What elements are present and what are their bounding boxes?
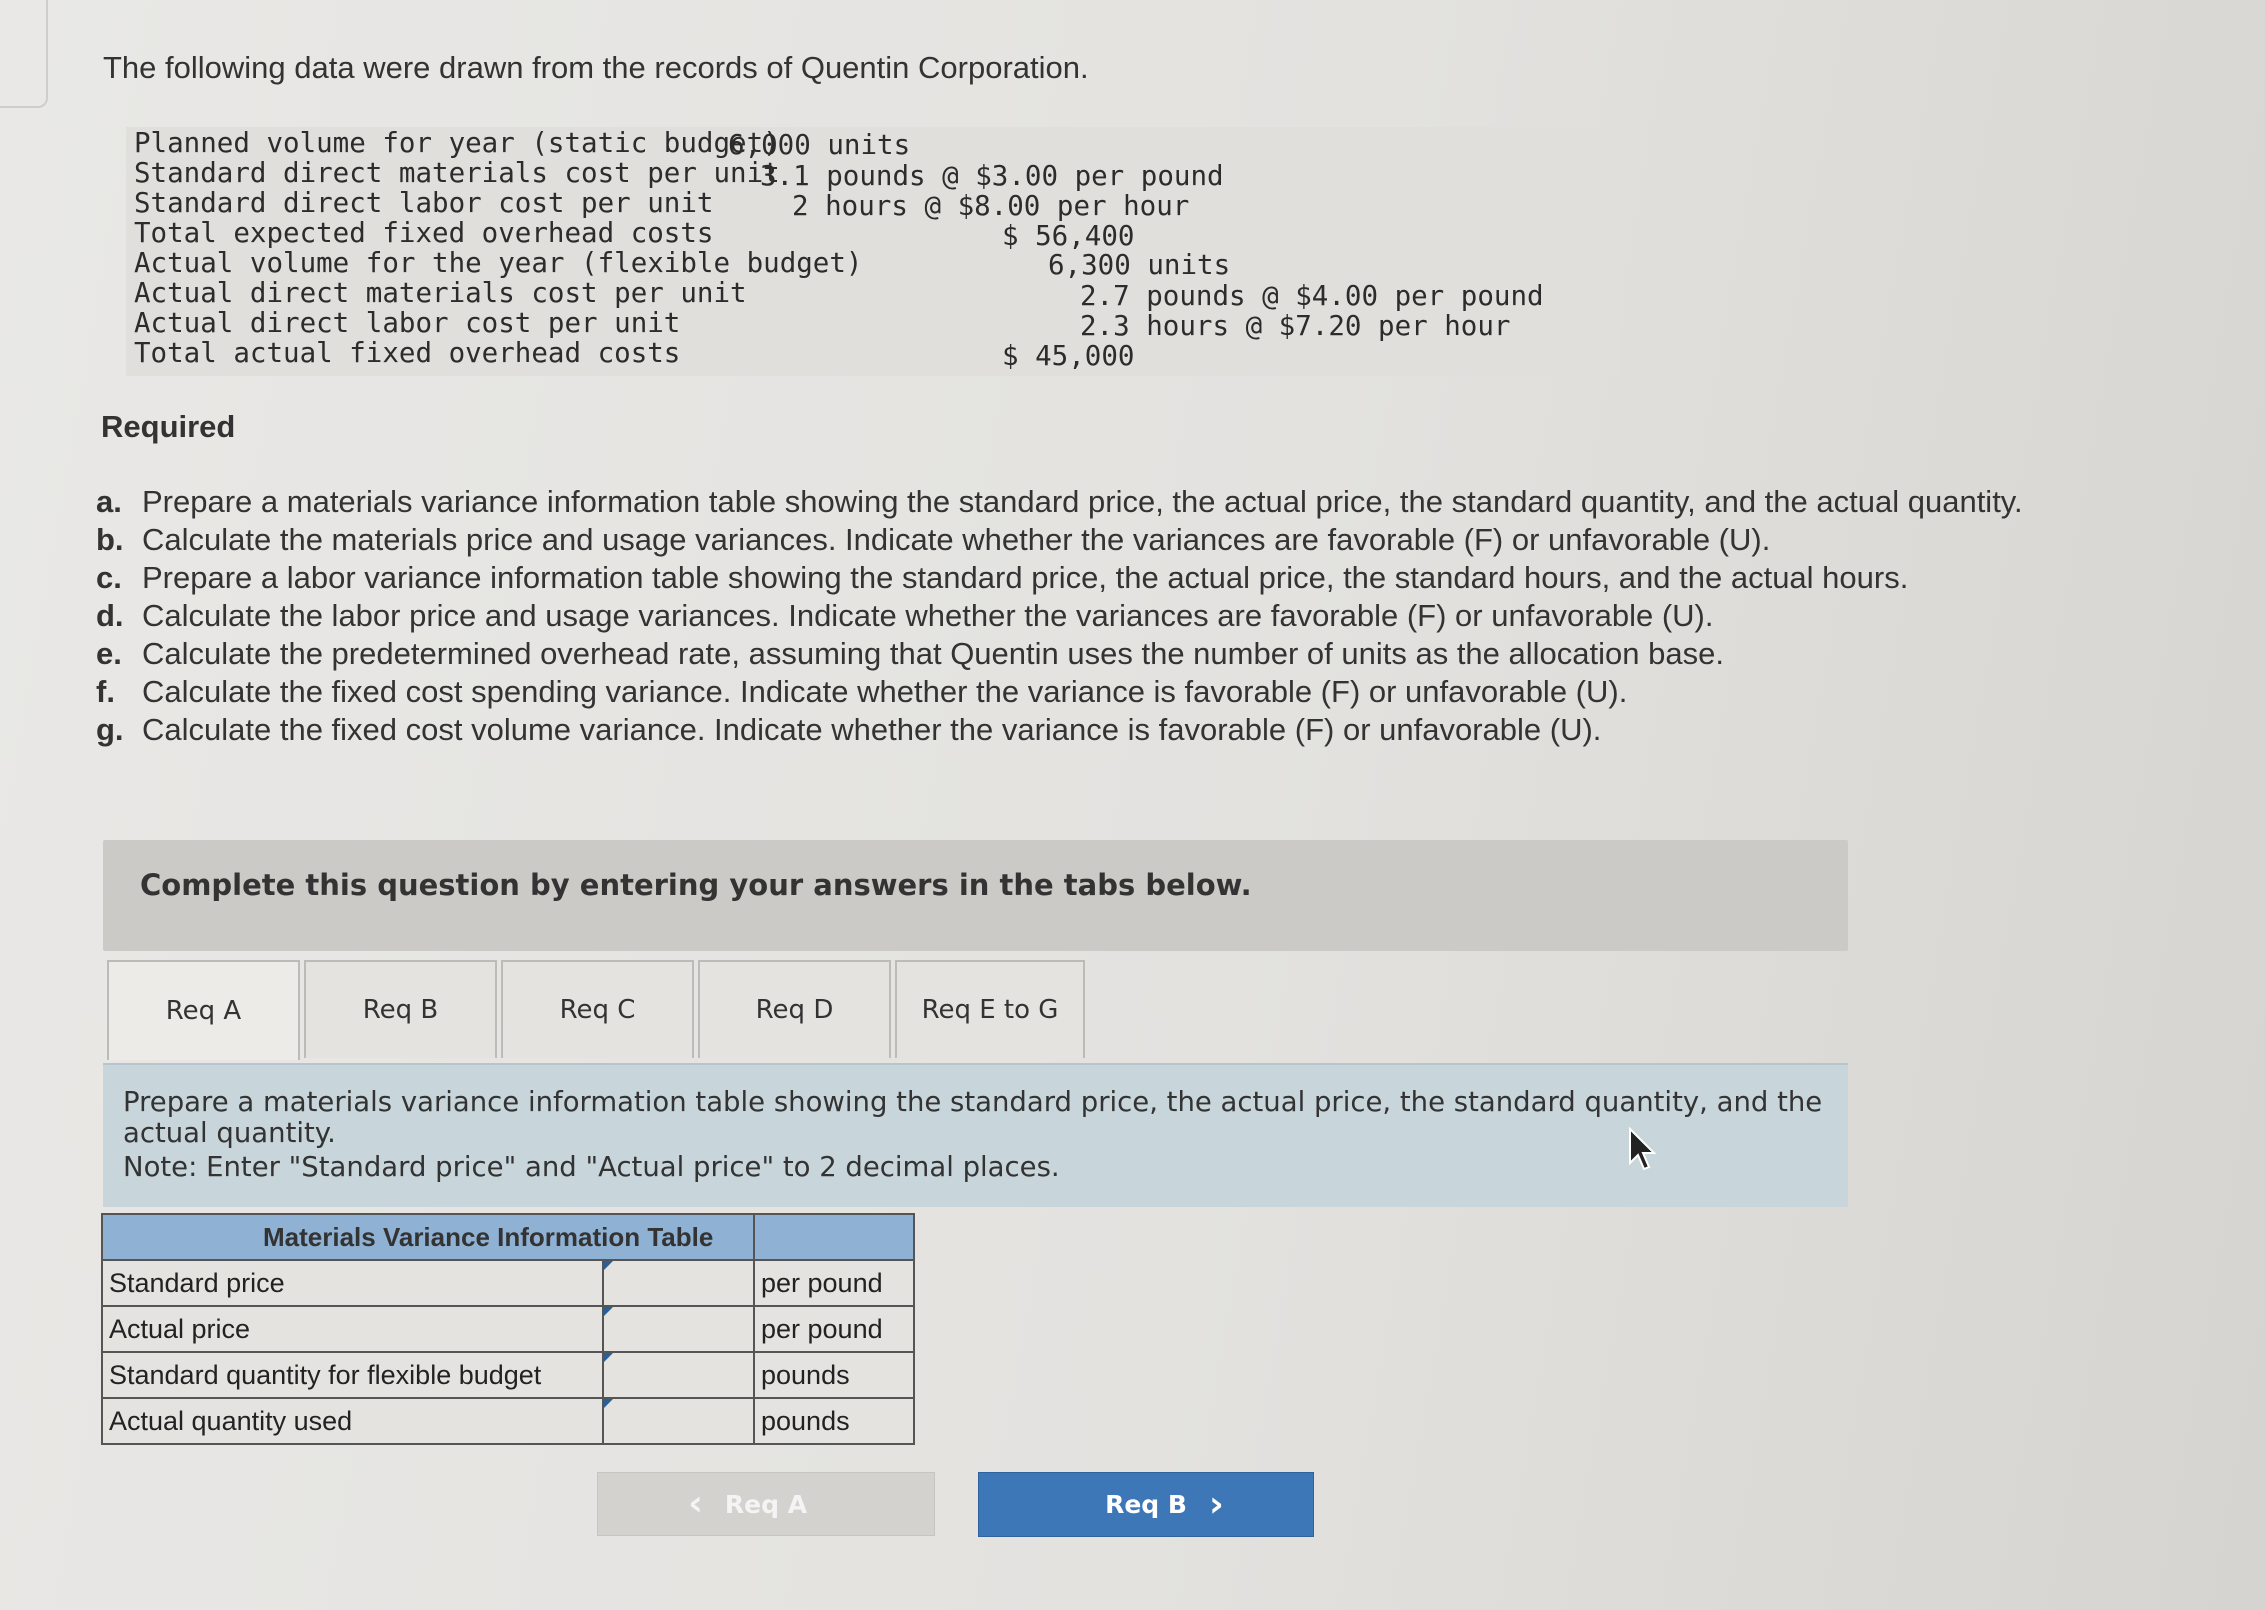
requirement-letter: c. — [96, 560, 122, 595]
next-button[interactable] — [978, 1472, 1314, 1537]
requirement-text: Calculate the fixed cost volume variance. Indicate whether the variance is favorable (F) or unfavorable (U). — [142, 712, 1602, 747]
tab-label: Req E to G — [921, 995, 1059, 1025]
requirement-c — [96, 559, 2106, 597]
input-flag-icon — [604, 1399, 613, 1408]
instruction-box — [103, 1063, 1848, 1207]
row-label: Standard quantity for flexible budget — [102, 1352, 603, 1398]
requirement-text: Calculate the labor price and usage variances. Indicate whether the variances are favorable (F) or unfavorable (U). — [142, 598, 1714, 633]
row-unit: per pound — [754, 1260, 914, 1306]
tab-label: Req C — [559, 995, 636, 1025]
data-value: 2.7 pounds @ $4.00 per pound — [1080, 280, 1544, 312]
prev-button-label: Req A — [724, 1489, 808, 1519]
requirement-a — [96, 483, 2106, 521]
table-row — [102, 1306, 914, 1352]
row-label: Actual price — [102, 1306, 603, 1352]
requirement-f — [96, 673, 2106, 711]
input-flag-icon — [604, 1353, 613, 1362]
table-row — [102, 1260, 914, 1306]
data-label: Total actual fixed overhead costs — [134, 337, 681, 369]
next-button-label: Req B — [1105, 1490, 1187, 1519]
data-value: 6,300 units — [1048, 249, 1231, 281]
tab-label: Req B — [362, 995, 439, 1025]
row-label: Standard price — [102, 1260, 603, 1306]
requirement-letter: e. — [96, 636, 122, 671]
input-flag-icon — [604, 1261, 613, 1270]
row-unit: per pound — [754, 1306, 914, 1352]
data-label: Actual volume for the year (flexible budget) — [134, 247, 863, 279]
table-header-blank — [754, 1214, 914, 1260]
tab-label: Req A — [165, 996, 242, 1026]
actual-quantity-input[interactable] — [604, 1399, 753, 1443]
chevron-right-icon: › — [1208, 1483, 1224, 1525]
required-heading: Required — [101, 409, 236, 444]
mouse-cursor-icon — [1628, 1127, 1658, 1175]
actual-price-cell — [603, 1306, 754, 1352]
instruction-text: Prepare a materials variance information table showing the standard price, the actual price, the standard quantity, and the actual quantity. — [123, 1086, 1823, 1149]
tab-req-a[interactable] — [107, 960, 300, 1060]
requirement-g — [96, 711, 2106, 749]
data-label: Actual direct labor cost per unit — [134, 307, 681, 339]
complete-banner-text: Complete this question by entering your answers in the tabs below. — [140, 868, 1252, 902]
data-value: 6,000 units — [728, 129, 911, 161]
data-value: 3.1 pounds @ $3.00 per pound — [760, 160, 1224, 192]
table-title: Materials Variance Information Table — [102, 1214, 754, 1260]
input-flag-icon — [604, 1307, 613, 1316]
standard-quantity-input[interactable] — [604, 1353, 753, 1397]
requirements-list — [96, 483, 2106, 749]
tab-req-e-to-g[interactable] — [895, 960, 1085, 1058]
data-table — [126, 127, 1620, 376]
tab-req-d[interactable] — [698, 960, 891, 1058]
standard-price-cell — [603, 1260, 754, 1306]
data-label: Actual direct materials cost per unit — [134, 277, 747, 309]
prev-button[interactable] — [597, 1472, 935, 1536]
instruction-note: Note: Enter "Standard price" and "Actual price" to 2 decimal places. — [123, 1151, 1060, 1183]
tab-req-b[interactable] — [304, 960, 497, 1058]
requirement-text: Prepare a labor variance information table showing the standard price, the actual price, the standard hours, and the actual hours. — [142, 560, 1909, 595]
requirement-letter: a. — [96, 484, 122, 519]
row-unit: pounds — [754, 1352, 914, 1398]
requirement-e — [96, 635, 2106, 673]
requirement-letter: d. — [96, 598, 124, 633]
intro-text: The following data were drawn from the records of Quentin Corporation. — [103, 50, 1089, 85]
requirement-text: Calculate the predetermined overhead rate, assuming that Quentin uses the number of units as the allocation base. — [142, 636, 1724, 671]
data-label: Planned volume for year (static budget) — [134, 127, 780, 159]
data-value: 2.3 hours @ $7.20 per hour — [1080, 310, 1511, 342]
standard-quantity-cell — [603, 1352, 754, 1398]
row-label: Actual quantity used — [102, 1398, 603, 1444]
requirement-text: Calculate the fixed cost spending variance. Indicate whether the variance is favorable (F) or unfavorable (U). — [142, 674, 1628, 709]
data-value: $ 45,000 — [1002, 340, 1135, 372]
data-value: 2 hours @ $8.00 per hour — [792, 190, 1190, 222]
data-label: Total expected fixed overhead costs — [134, 217, 714, 249]
actual-price-input[interactable] — [604, 1307, 753, 1351]
requirement-text: Prepare a materials variance information table showing the standard price, the actual price, the standard quantity, and the actual quantity. — [142, 484, 2023, 519]
table-row — [102, 1352, 914, 1398]
data-label: Standard direct materials cost per unit — [134, 157, 780, 189]
complete-banner — [103, 840, 1848, 951]
requirement-letter: b. — [96, 522, 124, 557]
chevron-left-icon: ‹ — [688, 1483, 703, 1524]
tab-req-c[interactable] — [501, 960, 694, 1058]
requirement-letter: f. — [96, 674, 115, 709]
table-row — [102, 1398, 914, 1444]
requirement-b — [96, 521, 2106, 559]
tab-label: Req D — [755, 995, 834, 1025]
standard-price-input[interactable] — [604, 1261, 753, 1305]
data-label: Standard direct labor cost per unit — [134, 187, 714, 219]
requirement-letter: g. — [96, 712, 124, 747]
requirement-text: Calculate the materials price and usage variances. Indicate whether the variances are favorable (F) or unfavorable (U). — [142, 522, 1771, 557]
row-unit: pounds — [754, 1398, 914, 1444]
requirement-d — [96, 597, 2106, 635]
panel-corner — [0, 0, 48, 108]
actual-quantity-cell — [603, 1398, 754, 1444]
materials-variance-table — [101, 1213, 915, 1445]
data-value: $ 56,400 — [1002, 220, 1135, 252]
